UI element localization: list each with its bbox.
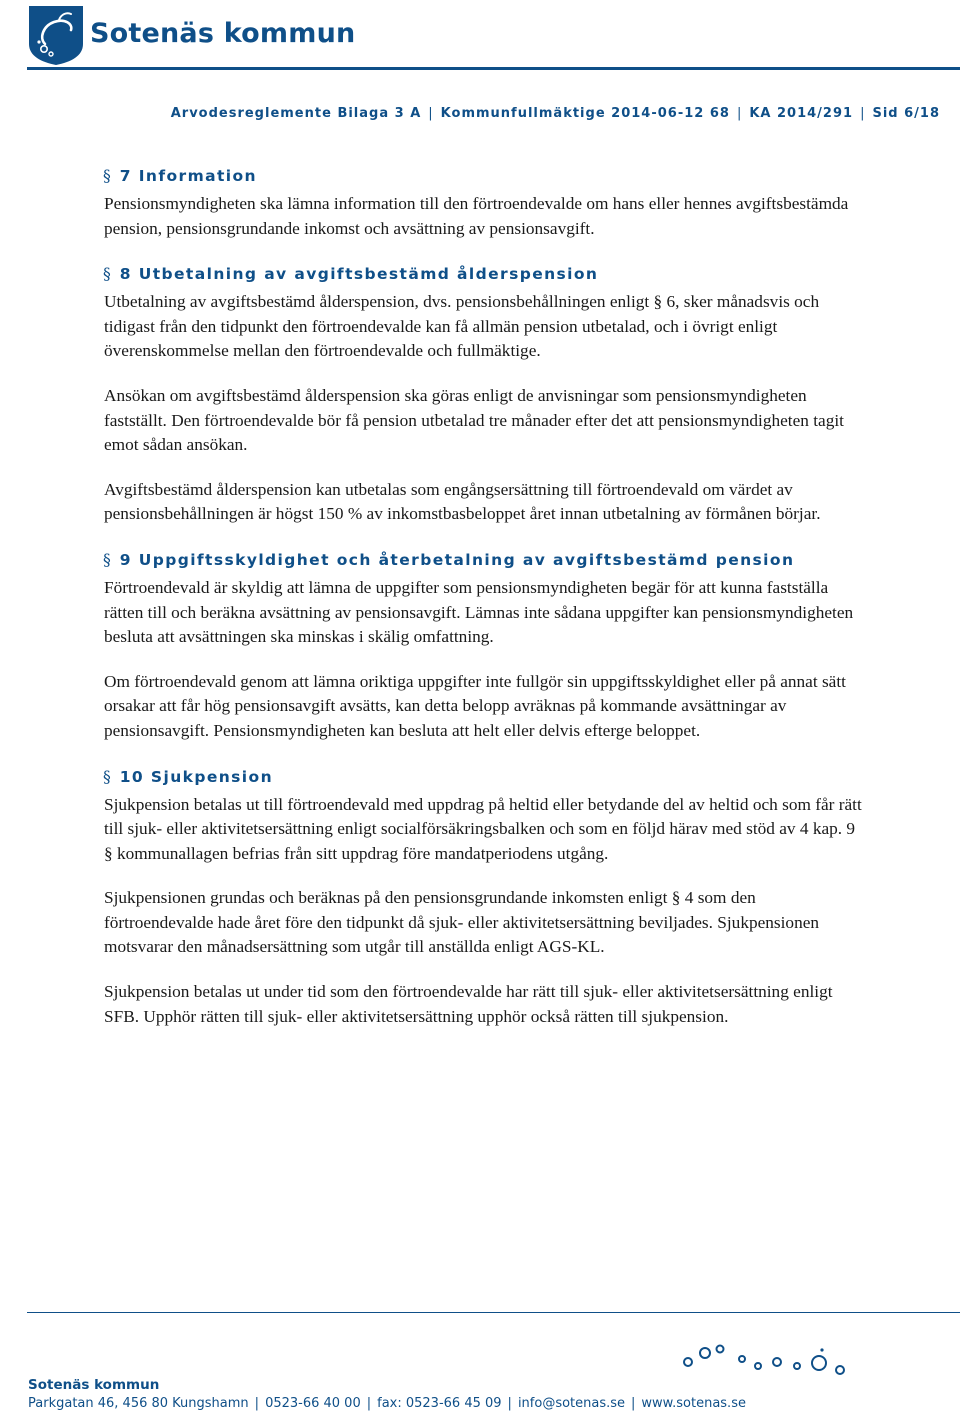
footer-email-link[interactable]: info@sotenas.se <box>517 1396 626 1411</box>
footer-address: Parkgatan 46, 456 80 Kungshamn <box>28 1396 249 1411</box>
paragraph: Pensionsmyndigheten ska lämna information till den förtroendevalde om hans eller hennes avgiftsbestämda pension, pensionsgrundande inkomst och avsättning av pensionsavgift. <box>104 194 849 238</box>
footer-phone: 0523-66 40 00 <box>265 1396 361 1411</box>
paragraph: Avgiftsbestämd ålderspension kan utbetalas som engångsersättning till förtroendevald om värdet av pensionsbehållningen är högst 150 % av inkomstbasbeloppet året innan utbetalning av förmånen börjar. <box>104 479 821 524</box>
section-symbol: § <box>103 550 111 569</box>
paragraph: Sjukpension betalas ut under tid som den förtroendevalde har rätt till sjuk- eller aktivitetsersättning enligt SFB. Upphör rätten till sjuk- eller aktivitetsersättning upphör också rätten till sjukpension. <box>104 982 833 1026</box>
paragraph: Utbetalning av avgiftsbestämd ålderspension, dvs. pensionsbehållningen enligt § 6, sker månadsvis och tidigast från den tidpunkt den förtroendevalde kan få allmän pension utbetalad, och i övrigt enligt överenskommelse mellan den förtroendevalde och fullmäktige. <box>104 292 820 361</box>
section-heading: § 8 Utbetalning av avgiftsbestämd ålderspension <box>103 265 599 284</box>
document-body <box>104 167 864 1029</box>
header-meeting: Kommunfullmäktige 2014-06-12 68 <box>440 106 730 121</box>
logo <box>27 4 355 66</box>
footer-contact: Parkgatan 46, 456 80 Kungshamn | 0523-66 40 00 | fax: 0523-66 45 09 | info@sotenas.se | www.sotenas.se <box>28 1396 746 1411</box>
header-document: Arvodesreglemente Bilaga 3 A <box>170 106 422 121</box>
paragraph: Förtroendevald är skyldig att lämna de uppgifter som pensionsmyndigheten begär för att kunna fastställa rätten till och beräkna avsättning av pensionsavgift. Lämnas inte sådana uppgifter kan pensionsmyndigheten besluta att avsättningen ska minskas i skälig omfattning. <box>104 577 854 647</box>
section-symbol: § <box>103 767 111 786</box>
footer-organization: Sotenäs kommun <box>28 1377 160 1393</box>
paragraph: Sjukpension betalas ut till förtroendevald med uppdrag på heltid eller betydande del av heltid och som får rätt till sjuk- eller aktivitetsersättning enligt socialförsäkringsbalken och som en följd härav med stöd av 4 kap. 9 § kommunallagen befrias från sitt uppdrag före mandatperiodens utgång. <box>104 794 862 863</box>
section-heading: § 10 Sjukpension <box>103 767 273 786</box>
footer-fax: fax: 0523-66 45 09 <box>377 1396 502 1411</box>
section-symbol: § <box>103 167 111 185</box>
brand-name: Sotenäs kommun <box>90 17 356 49</box>
section-heading: § 9 Uppgiftsskyldighet och återbetalning av avgiftsbestämd pension <box>103 550 795 569</box>
bubbles-icon <box>680 1338 850 1380</box>
section-heading: § 7 Information <box>103 167 257 185</box>
paragraph: Ansökan om avgiftsbestämd ålderspension ska göras enligt de anvisningar som pensionsmyndigheten fastställt. Den förtroendevalde bör få pension utbetalad tre månader efter det att pensionsmyndigheten tagit emot sådan ansökan. <box>104 385 844 455</box>
paragraph: Sjukpensionen grundas och beräknas på den pensionsgrundande inkomsten enligt § 4 som den förtroendevalde hade året före den tidpunkt då sjuk- eller aktivitetsersättning beviljades. Sjukpensionen motsvarar den månadsersättning som utgår till anställda enligt AGS-KL. <box>104 888 820 957</box>
header-case-number: KA 2014/291 <box>749 106 854 121</box>
section-symbol: § <box>103 265 111 284</box>
header-page: Sid 6/18 <box>872 106 940 121</box>
running-header: Arvodesreglemente Bilaga 3 A | Kommunfullmäktige 2014-06-12 68 | KA 2014/291 | Sid 6/18 <box>170 106 940 121</box>
sotenas-logo-mark-icon <box>27 4 85 66</box>
paragraph: Om förtroendevald genom att lämna oriktiga uppgifter inte fullgör sin uppgiftsskyldighet eller på annat sätt orsakar att får hög pensionsavgift avsätts, kan detta belopp avräknas på kommande avsättningar av pensionsavgift. Pensionsmyndigheten kan besluta att helt eller delvis efterge beloppet. <box>104 671 846 740</box>
footer-rule <box>27 1312 960 1313</box>
footer-web-link[interactable]: www.sotenas.se <box>641 1396 746 1411</box>
header-rule <box>27 67 960 70</box>
